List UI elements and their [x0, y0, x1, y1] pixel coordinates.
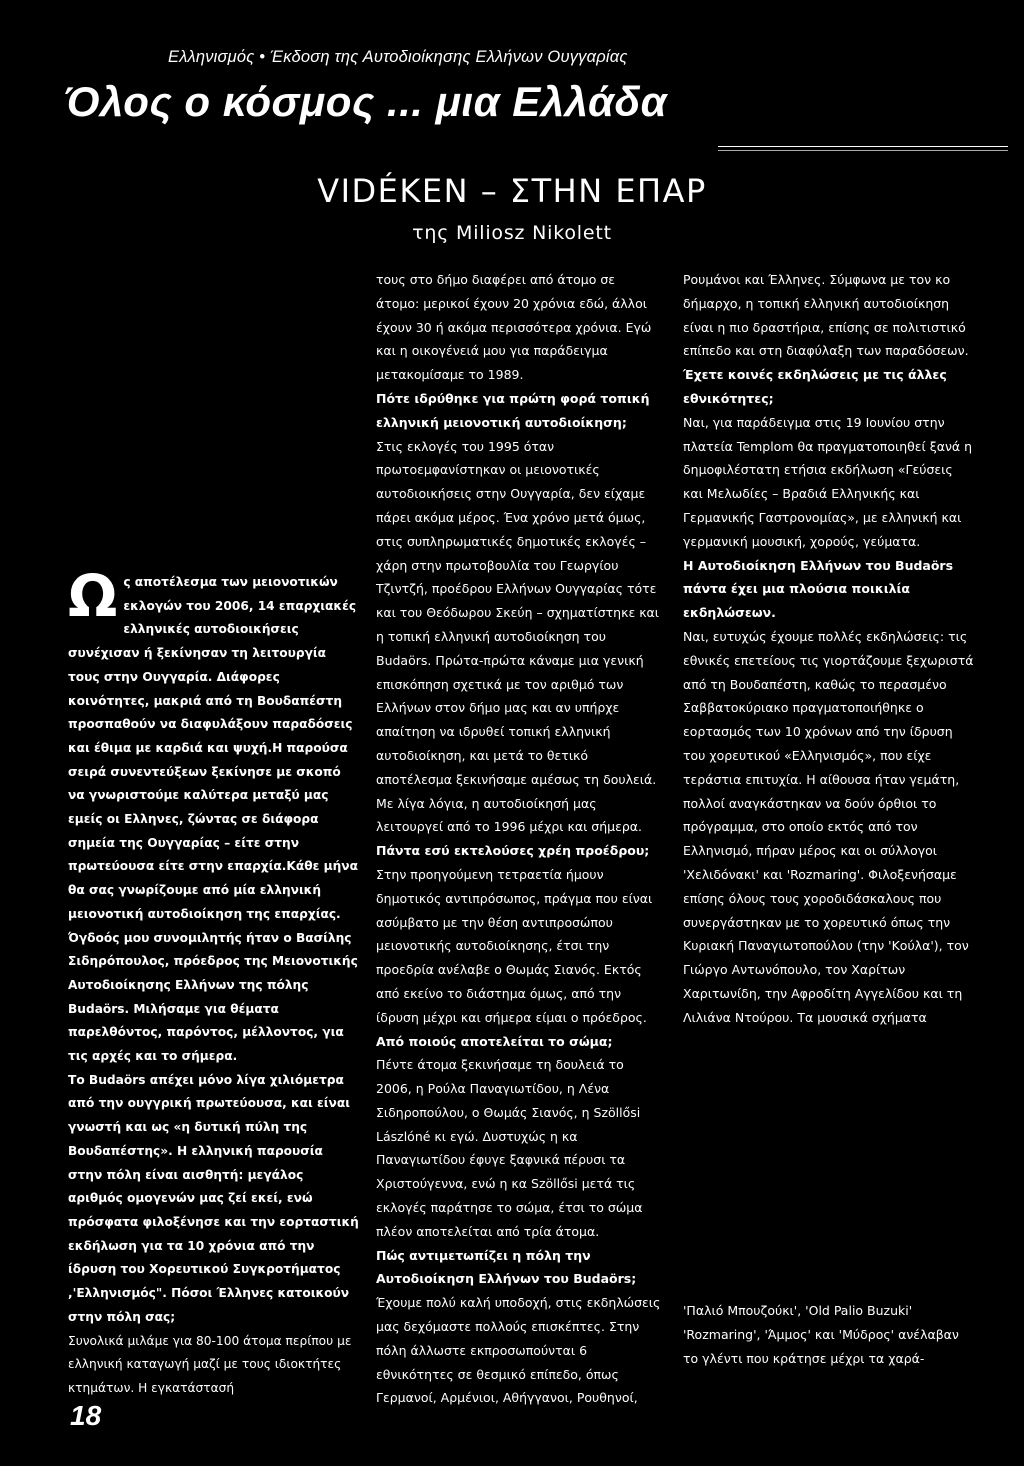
page-number: 18	[70, 1400, 102, 1431]
answer-5: Έχουμε πολύ καλή υποδοχή, στις εκδηλώσεις μας δεχόμαστε πολλούς επισκέπτες. Στην πόλη άλλωστε εκπροσωπούνται 6 εθνικότητες σε θεσμικό επίπεδο, όπως Γερμανοί, Αρμένιοι, Αθήγγανοι, Ρουθηνοί,	[376, 1295, 661, 1406]
answer-2: Στις εκλογές του 1995 όταν πρωτοεμφανίστηκαν οι μειονοτικές αυτοδιοικήσεις στην Ουγγαρία, δεν είχαμε πάρει ακόμα μέρος. Ένα χρόνο μετά όμως, στις συπληρωματικές δημοτικές εκλογές – χάρη στην πρωτοβουλία του Γεωργίου Τζιντζή, προέδρου Ελλήνων Ουγγαρίας τότε και του Θεόδωρου Σκεύη – σχηματίστηκε και η τοπική ελληνική αυτοδιοίκηση του Budaörs. Πρώτα-πρώτα κάναμε μια γενική επισκόπηση σχετικά με τον αριθμό των Ελλήνων στον δήμο μας και αν υπήρχε απαίτηση να ιδρυθεί τοπική ελληνική αυτοδιοίκηση, και μετά το θετικό αποτέλεσμα ξεκινήσαμε αμέσως τη δουλειά. Με λίγα λόγια, η αυτοδιοίκησή μας λειτουργεί από το 1996 μέχρι και σήμερα.	[376, 438, 660, 835]
question-3: Πάντα εσύ εκτελούσες χρέη προέδρου;	[376, 843, 650, 859]
question-5: Πώς αντιμετωπίζει η πόλη την Αυτοδιοίκηση Ελλήνων του Budaörs;	[376, 1247, 637, 1287]
question-7: Η Αυτοδιοίκηση Ελλήνων του Budaörs πάντα έχει μια πλούσια ποικιλία εκδηλώσεων.	[683, 557, 954, 621]
article-byline: της Miliosz Nikolett	[412, 222, 612, 244]
article-column-3-bottom	[683, 1299, 975, 1370]
publication-header: Ελληνισμός • Έκδοση της Αυτοδιοίκησης Ελλήνων Ουγγαρίας	[168, 48, 628, 66]
lead-paragraph	[68, 562, 360, 1069]
answer-3: Στην προηγούμενη τετραετία ήμουν δημοτικός αντιπρόσωπος, πράγμα που είναι ασύμβατο με την θέση αντιπροσώπου μειονοτικής αυτοδιοίκησης, έτσι την προεδρία ανέλαβε ο Θωμάς Σιανός. Εκτός από εκείνο το διάστημα όμως, από την ίδρυση μέχρι και σήμερα είμαι ο πρόεδρος.	[376, 866, 653, 1025]
answer-6: Ναι, για παράδειγμα στις 19 Ιουνίου στην πλατεία Templom θα πραγματοποιηθεί ξανά η δημοφιλέστατη ετήσια εκδήλωση «Γεύσεις και Μελωδίες – Βραδιά Ελληνικής και Γερμανικής Γαστρονομίας», με ελληνική και γερμανική μουσική, χορούς, γεύματα.	[683, 414, 973, 549]
question-2: Πότε ιδρύθηκε για πρώτη φορά τοπική ελληνική μειονοτική αυτοδιοίκηση;	[376, 390, 650, 430]
article-column-3	[683, 268, 975, 1030]
answer-7: Ναι, ευτυχώς έχουμε πολλές εκδηλώσεις: τις εθνικές επετείους τις γιορτάζουμε ξεχωριστά από τη Βουδαπέστη, καθώς το περασμένο Σαββατοκύριακο πραγματοποιήθηκε ο εορτασμός των 10 χρόνων από την ίδρυση του χορευτικού «Ελληνισμός», που είχε τεράστια επιτυχία. Η αίθουσα ήταν γεμάτη, πολλοί αναγκάστηκαν να δούν όρθιοι το πρόγραμμα, στο οποίο εκτός από τον Ελληνισμό, πήραν μέρος και οι σύλλογοι 'Χελιδόνακι' και 'Rozmaring'. Φιλοξενήσαμε επίσης όλους τους χοροδιδάσκαλους που συνεργάστηκαν με το χορευτικό όπως την Κυριακή Παναγιωτοπούλου (την 'Κούλα'), τον Γιώργο Αντωνόπουλο, τον Χαρίτων Χαριτωνίδη, την Αφροδίτη Αγγελίδου και τη Λιλιάνα Ντούρου. Τα μουσικά σχήματα	[683, 628, 974, 1025]
question-1: Το Budaörs απέχει μόνο λίγα χιλιόμετρα από την ουγγρική πρωτεύουσα, και είναι γνωστή και ως «η δυτική πύλη της Βουδαπέστης». Η ελληνική παρουσία στην πόλη είναι αισθητή: μεγάλος αριθμός ομογενών μας ζεί εκεί, ενώ πρόσφατα φιλοξένησε και την εορταστική εκδήλωση για τα 10 χρόνια από την ίδρυση του Χορευτικού Συγκροτήματος ,'Ελληνισμός". Πόσοι Έλληνες κατοικούν στην πόλη σας;	[68, 1072, 359, 1324]
article-column-1	[68, 562, 360, 1401]
article-title: VIDÉKEN – ΣΤΗΝ ΕΠΑΡ	[317, 172, 707, 210]
question-6: Έχετε κοινές εκδηλώσεις με τις άλλες εθνικότητες;	[683, 367, 947, 406]
article-column-2	[376, 268, 662, 1410]
answer-1: Συνολικά μιλάμε για 80-100 άτομα περίπου με ελληνική καταγωγή μαζί με τους ιδιοκτήτες κτημάτων. Η εγκατάστασή	[68, 1333, 352, 1395]
title-rule-secondary	[718, 150, 1008, 151]
lead-text: ς αποτέλεσμα των μειονοτικών εκλογών του 2006, 14 επαρχιακές ελληνικές αυτοδιοικήσεις συνέχισαν ή ξεκίνησαν τη λειτουργία τους στην Ουγγαρία. Διάφορες κοινότητες, μακριά από τη Βουδαπέστη προσπαθούν να διαφυλάξουν παραδόσεις και έθιμα με καρδιά και ψυχή.Η παρούσα σειρά συνεντεύξεων ξεκίνησε με σκοπό να γνωριστούμε καλύτερα μεταξύ μας εμείς οι Ελληνες, ζώντας σε διάφορα σημεία της Ουγγαρίας – είτε στην πρωτεύουσα είτε στην επαρχία.Κάθε μήνα θα σας γνωρίζουμε από μία ελληνική μειονοτική αυτοδιοίκηση της επαρχίας. Όγδοός μου συνομιλητής ήταν ο Βασίλης Σιδηρόπουλος, πρόεδρος της Μειονοτικής Αυτοδιοίκησης Ελλήνων της πόλης Budaörs. Μιλήσαμε για θέματα παρελθόντος, παρόντος, μέλλοντος, για τις αρχές και το σήμερα.	[68, 575, 358, 1064]
drop-cap: Ω	[68, 562, 118, 630]
answer-5-continued: Ρουμάνοι και Έλληνες. Σύμφωνα με τον κο δήμαρχο, η τοπική ελληνική αυτοδιοίκηση είναι η πιο δραστήρια, επίσης σε πολιτιστικό επίπεδο και στη διαφύλαξη των παραδόσεων.	[683, 272, 969, 359]
title-rule	[718, 146, 1008, 147]
answer-7-continued: 'Παλιό Μπουζούκι', 'Old Palio Buzuki' 'Rozmaring', 'Άμμος' και 'Μύδρος' ανέλαβαν το γλέντι που κράτησε μέχρι τα χαρά-	[683, 1303, 959, 1366]
magazine-title: Όλος ο κόσμος ... μια Ελλάδα	[64, 78, 668, 125]
answer-1-continued: τους στο δήμο διαφέρει από άτομο σε άτομο: μερικοί έχουν 20 χρόνια εδώ, άλλοι έχουν 30 ή ακόμα περισσότερα χρόνια. Εγώ και η οικογένειά μου για παράδειγμα μετακομίσαμε το 1989.	[376, 272, 652, 383]
answer-4: Πέντε άτομα ξεκινήσαμε τη δουλειά το 2006, η Ρούλα Παναγιωτίδου, η Λένα Σιδηροπούλου, ο Θωμάς Σιανός, η Szöllősi Lászlóné κι εγώ. Δυστυχώς η κα Παναγιωτίδου έφυγε ξαφνικά πέρυσι τα Χριστούγεννα, ενώ η κα Szöllősi μετά τις εκλογές παράτησε το σώμα, έτσι το σώμα πλέον αποτελείται από τρία άτομα.	[376, 1057, 643, 1239]
question-4: Από ποιούς αποτελείται το σώμα;	[376, 1033, 613, 1049]
